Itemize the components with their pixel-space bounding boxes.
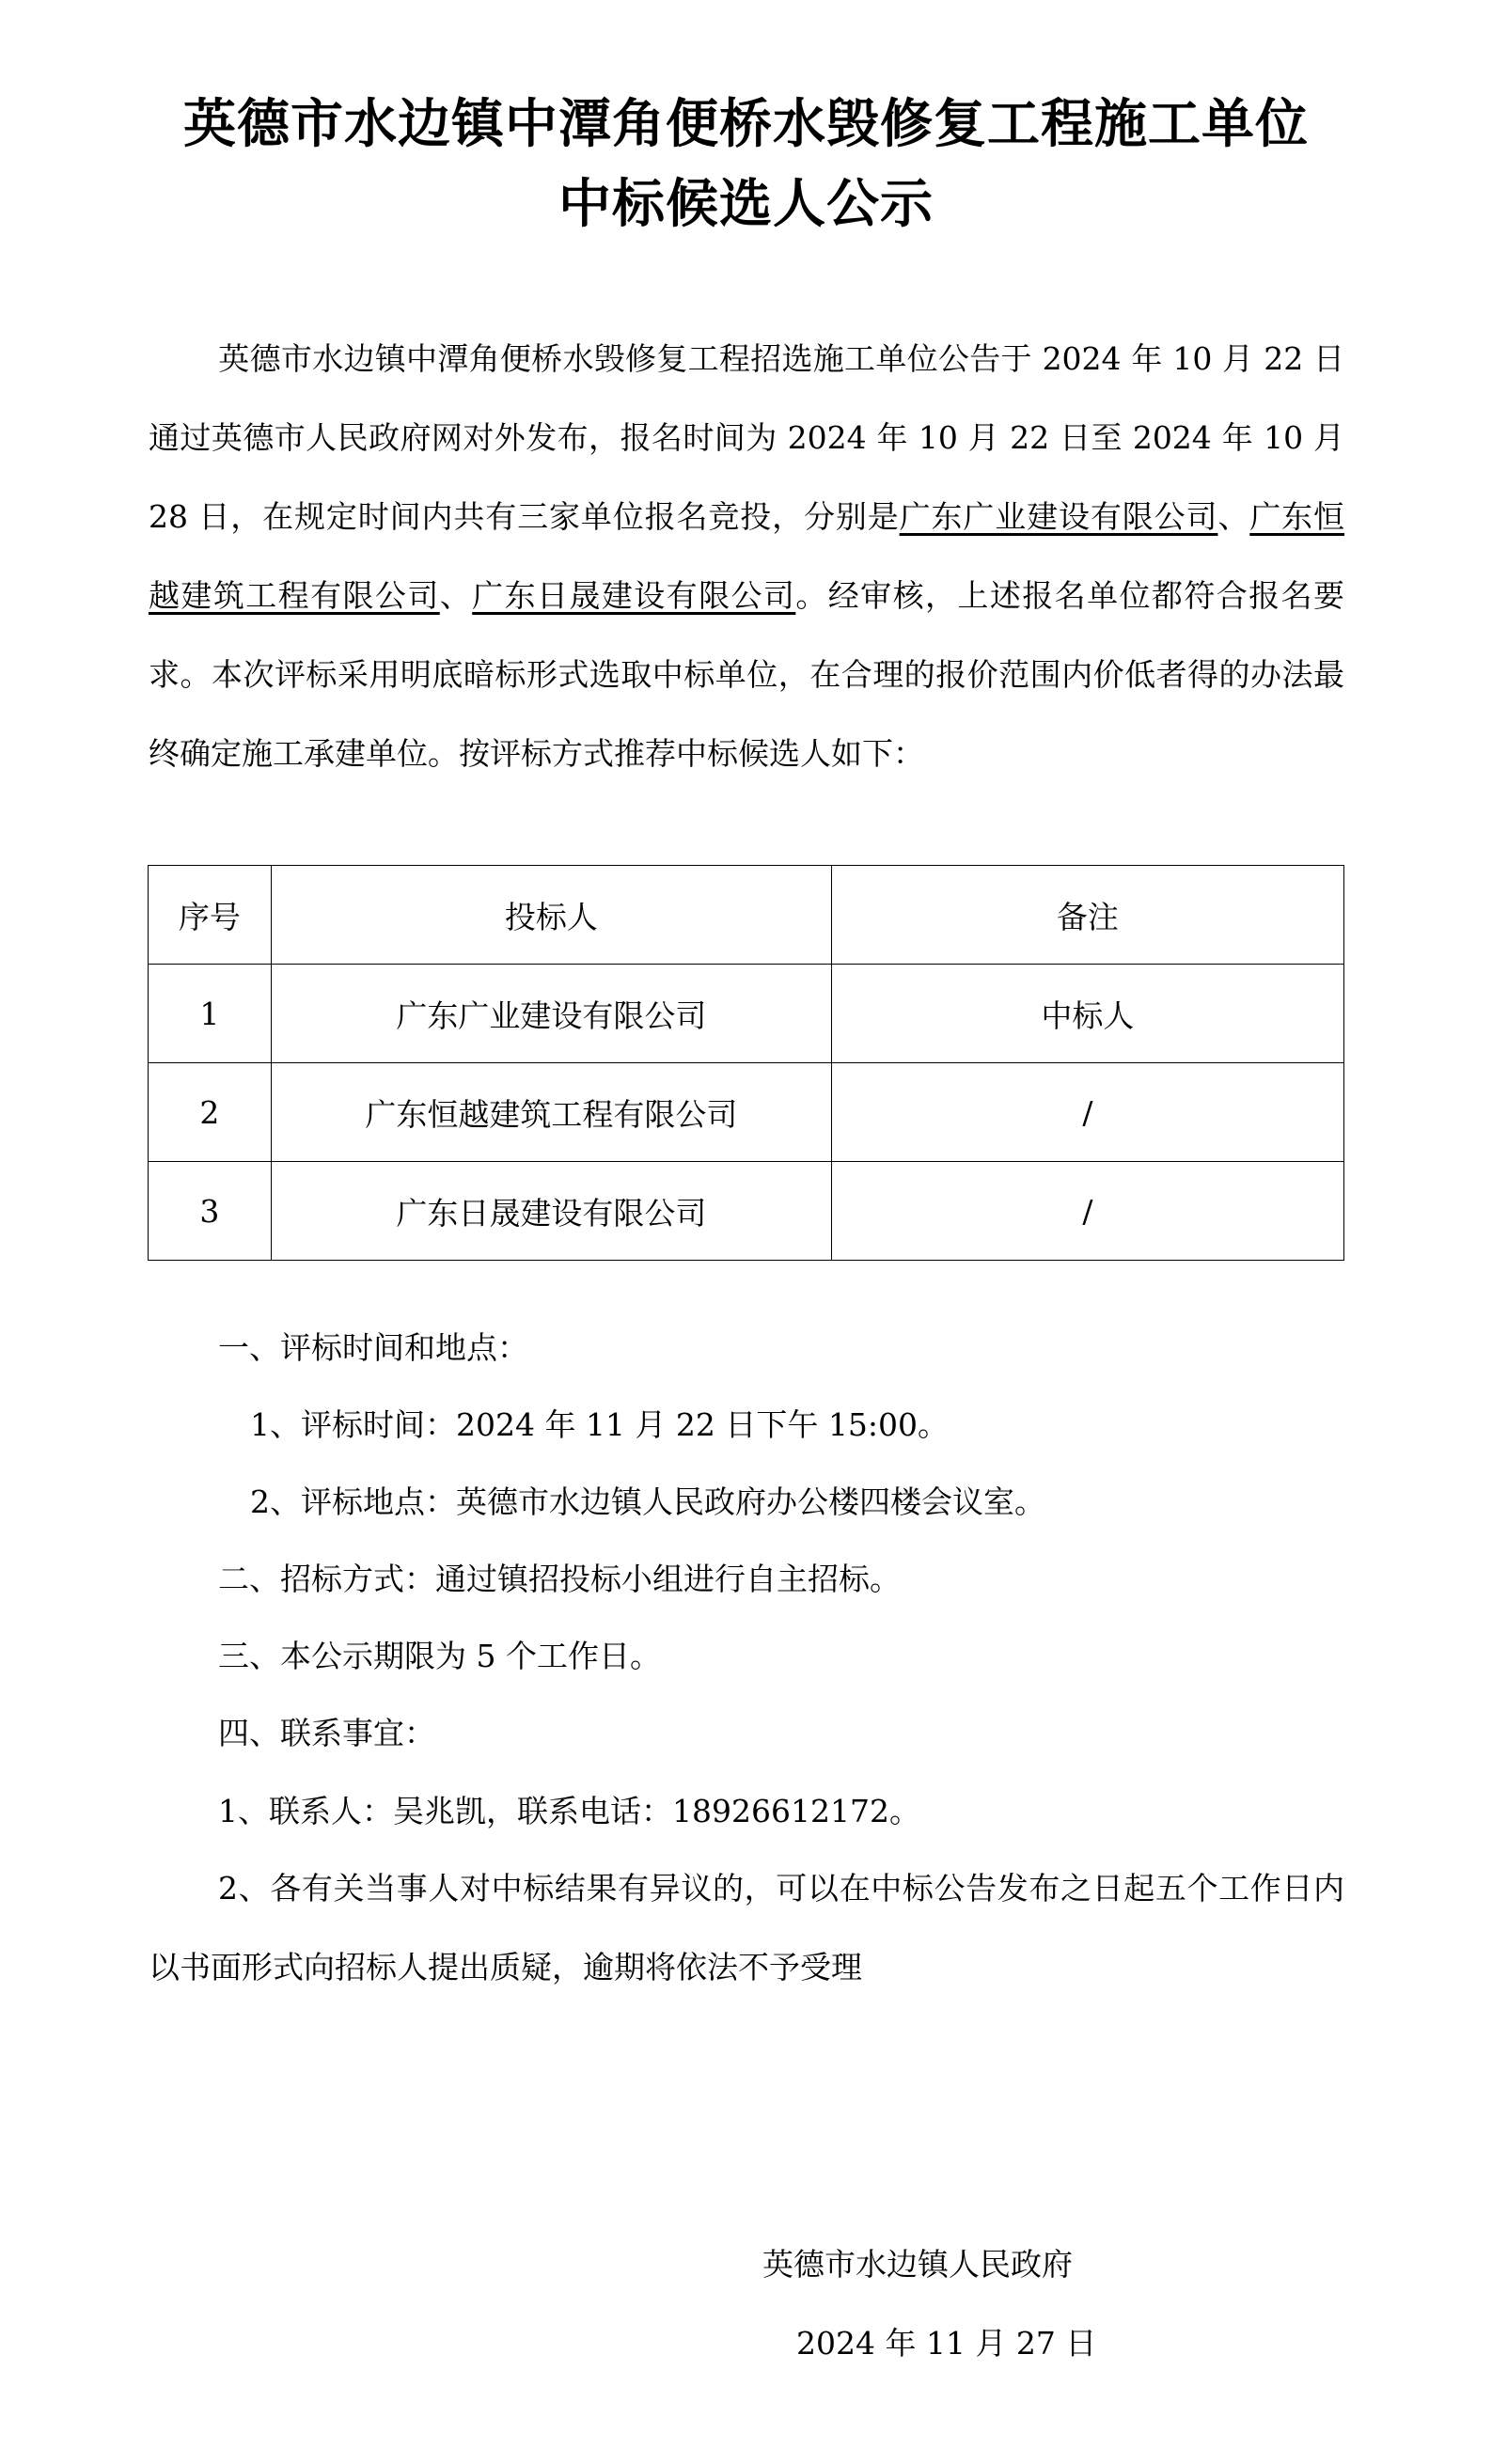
header-note: 备注	[831, 866, 1343, 965]
table-row	[149, 965, 1344, 1063]
section-1-item-2: 2、评标地点：英德市水边镇人民政府办公楼四楼会议室。	[250, 1483, 1045, 1520]
section-1-heading: 一、评标时间和地点：	[218, 1329, 528, 1366]
row-number: 3	[149, 1162, 272, 1261]
title-line-2: 中标候选人公示	[558, 174, 934, 235]
section-2: 二、招标方式：通过镇招投标小组进行自主招标。	[218, 1561, 901, 1597]
company-name-3: 广东日晟建设有限公司	[472, 577, 796, 614]
signature-date: 2024 年 11 月 27 日	[796, 2325, 1097, 2362]
section-4-item-2-text: 2、各有关当事人对中标结果有异议的，可以在中标公告发布之日起五个工作日内以书面形式向招标人提出质疑，逾期将依法不予受理	[149, 1870, 1344, 1985]
header-number: 序号	[149, 866, 272, 965]
separator: 、	[1217, 498, 1250, 535]
row-number: 1	[149, 965, 272, 1063]
company-name-2: 广东恒越建筑工程有限公司	[149, 498, 1345, 614]
row-number: 2	[149, 1063, 272, 1162]
table-header-row	[149, 866, 1344, 965]
intro-text-before: 英德市水边镇中潭角便桥水毁修复工程招选施工单位公告于 2024 年 10 月 22 日通过英德市人民政府网对外发布，报名时间为 2024 年 10 月 22 日至 2024 年 10 月 28 日，在规定时间内共有三家单位报名竞投，分别是	[149, 340, 1344, 535]
row-note: 中标人	[831, 965, 1343, 1063]
row-note: /	[831, 1162, 1343, 1261]
row-bidder: 广东恒越建筑工程有限公司	[271, 1063, 831, 1162]
section-4-heading: 四、联系事宜：	[218, 1715, 435, 1751]
row-bidder: 广东广业建设有限公司	[271, 965, 831, 1063]
section-4-item-1: 1、联系人：吴兆凯，联系电话：18926612172。	[218, 1793, 920, 1829]
row-note: /	[831, 1063, 1343, 1162]
table-row	[149, 1063, 1344, 1162]
row-bidder: 广东日晟建设有限公司	[271, 1162, 831, 1261]
section-1-item-1: 1、评标时间：2024 年 11 月 22 日下午 15:00。	[250, 1406, 949, 1443]
separator: 、	[439, 577, 473, 614]
bidders-table	[148, 865, 1344, 1261]
intro-paragraph	[149, 320, 1344, 793]
intro-text-after: 。经审核，上述报名单位都符合报名要求。本次评标采用明底暗标形式选取中标单位，在合理的报价范围内价低者得的办法最终确定施工承建单位。按评标方式推荐中标候选人如下：	[149, 577, 1345, 772]
section-3: 三、本公示期限为 5 个工作日。	[218, 1638, 661, 1674]
header-bidder: 投标人	[271, 866, 831, 965]
signature-organization: 英德市水边镇人民政府	[762, 2246, 1073, 2283]
company-name-1: 广东广业建设有限公司	[899, 498, 1218, 535]
table-row	[149, 1162, 1344, 1261]
section-4-item-2	[149, 1849, 1344, 2007]
title-line-1: 英德市水边镇中潭角便桥水毁修复工程施工单位	[183, 94, 1309, 155]
